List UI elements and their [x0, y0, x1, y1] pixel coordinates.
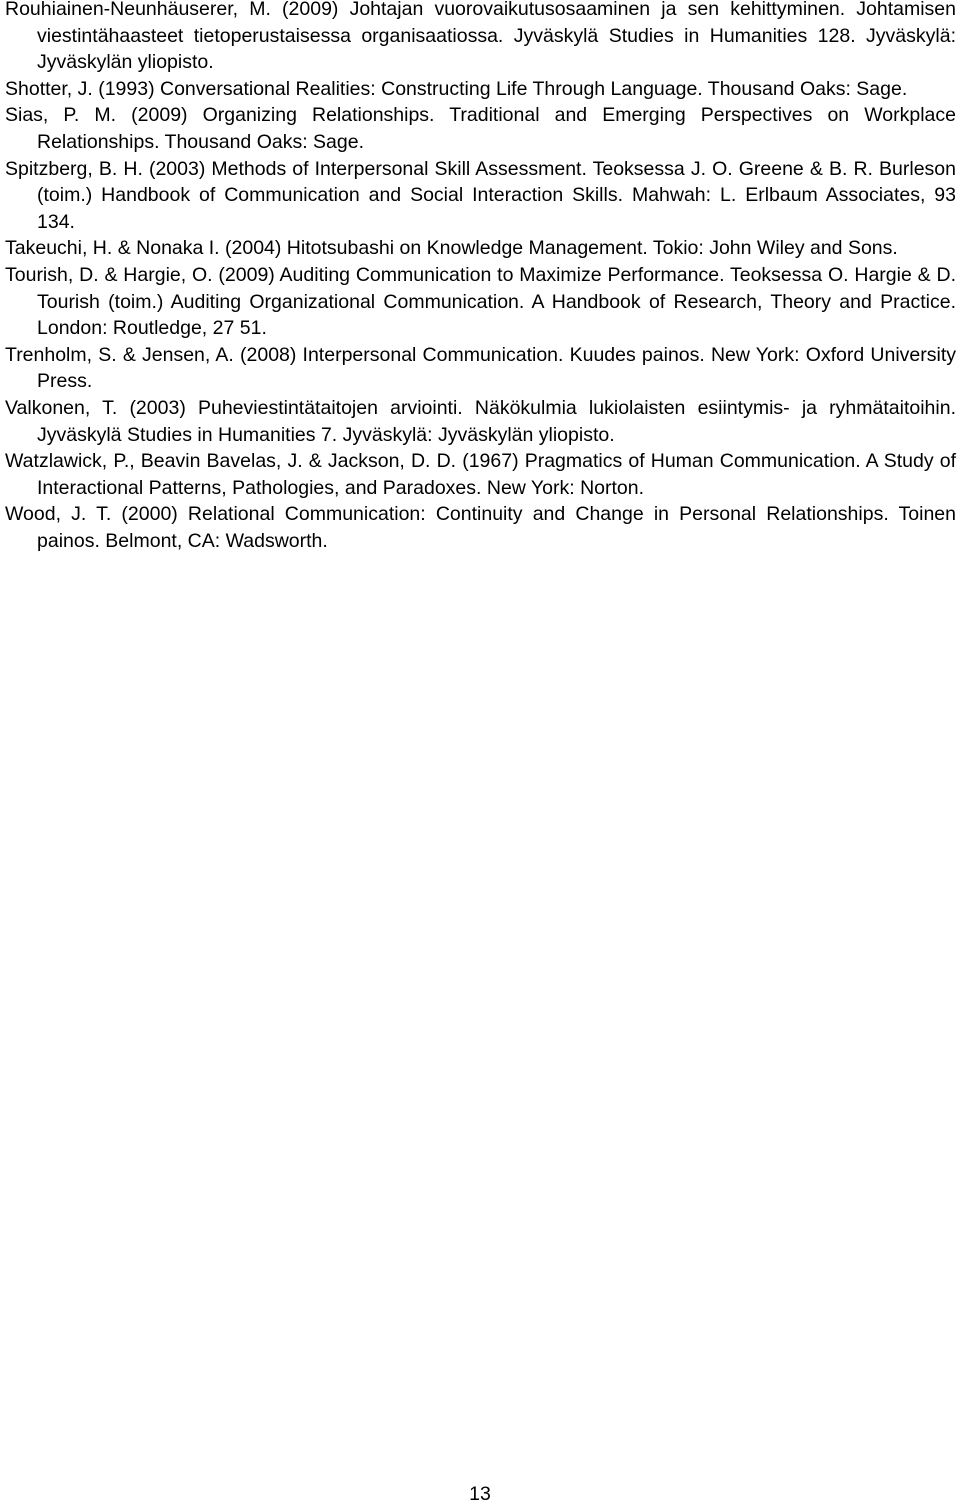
reference-entry: Watzlawick, P., Beavin Bavelas, J. & Jackson, D. D. (1967) Pragmatics of Human Communication. A Study of Interactional Patterns, Pathologies, and Paradoxes. New York: Norton.	[5, 450, 956, 499]
reference-entry: Spitzberg, B. H. (2003) Methods of Interpersonal Skill Assessment. Teoksessa J. O. Greene & B. R. Burleson (toim.) Handbook of Communication and Social Interaction Skills. Mahwah: L. Erlbaum Associates, 93 134.	[5, 157, 956, 233]
page-number: 13	[469, 1483, 491, 1505]
reference-entry: Tourish, D. & Hargie, O. (2009) Auditing Communication to Maximize Performance. Teoksessa O. Hargie & D. Tourish (toim.) Auditing Organizational Communication. A Handbook of Research, Theory and Practice. London: Routledge, 27 51.	[5, 263, 956, 340]
reference-list	[5, 0, 956, 554]
reference-entry: Wood, J. T. (2000) Relational Communication: Continuity and Change in Personal Relationships. Toinen painos. Belmont, CA: Wadsworth.	[5, 503, 956, 552]
reference-entry: Takeuchi, H. & Nonaka I. (2004) Hitotsubashi on Knowledge Management. Tokio: John Wiley and Sons.	[5, 237, 898, 260]
reference-entry: Shotter, J. (1993) Conversational Realities: Constructing Life Through Language. Thousand Oaks: Sage.	[5, 77, 908, 100]
reference-entry: Trenholm, S. & Jensen, A. (2008) Interpersonal Communication. Kuudes painos. New York: Oxford University Press.	[5, 343, 956, 393]
reference-entry: Rouhiainen-Neunhäuserer, M. (2009) Johtajan vuorovaikutusosaaminen ja sen kehittyminen. Johtamisen viestintähaasteet tietoperustaisessa organisaatiossa. Jyväskylä Studies in Humanities 128. Jyväskylä: Jyväskylän yliopisto.	[5, 0, 956, 74]
reference-entry: Valkonen, T. (2003) Puheviestintätaitojen arviointi. Näkökulmia lukiolaisten esiintymis- ja ryhmätaitoihin. Jyväskylä Studies in Humanities 7. Jyväskylä: Jyväskylän yliopisto.	[5, 396, 956, 446]
reference-entry: Sias, P. M. (2009) Organizing Relationships. Traditional and Emerging Perspectives on Workplace Relationships. Thousand Oaks: Sage.	[5, 104, 956, 153]
